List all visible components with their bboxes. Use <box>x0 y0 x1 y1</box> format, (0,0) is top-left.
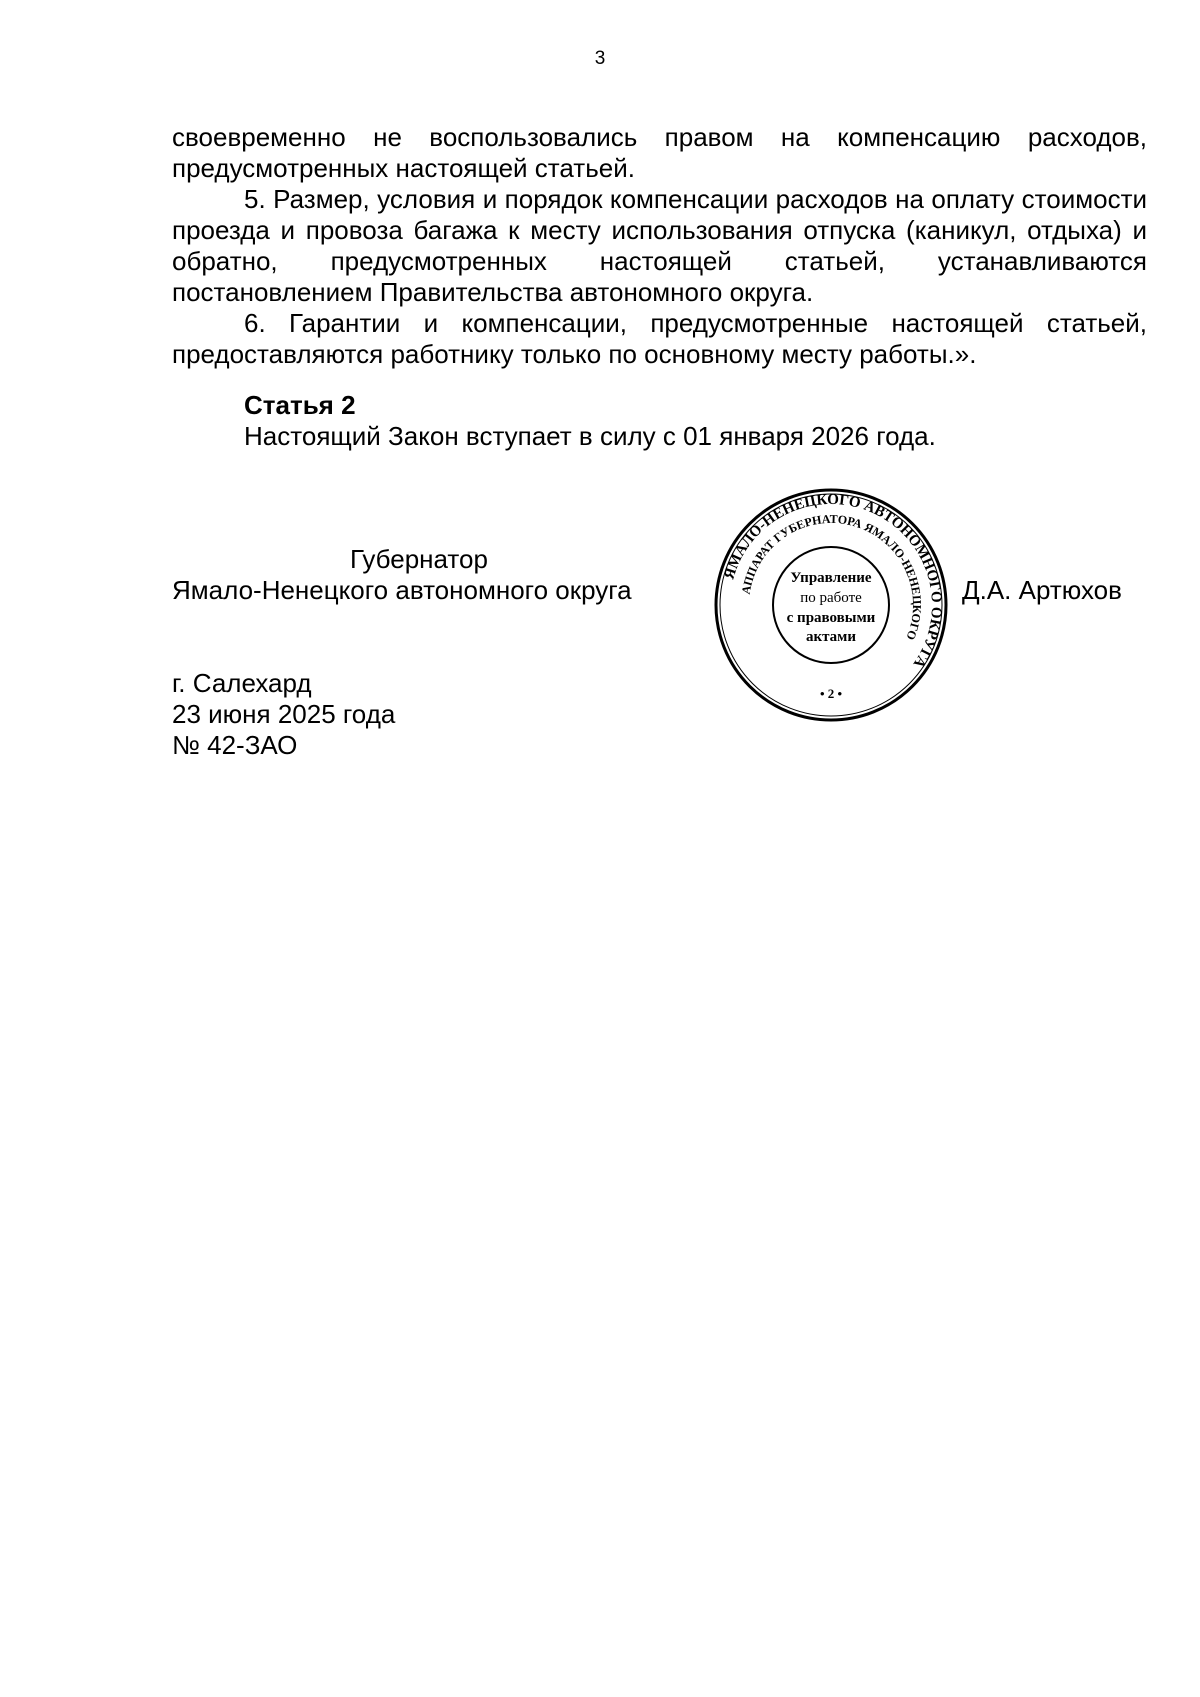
seal-outer-ring-text: ЯМАЛО-НЕНЕЦКОГО АВТОНОМНОГО ОКРУГА <box>721 491 945 671</box>
seal-center-line-2: по работе <box>800 590 862 606</box>
seal-center-line-3: с правовыми <box>786 610 876 626</box>
article-2 <box>244 390 1144 452</box>
page-number: 3 <box>594 48 606 69</box>
article-text: Настоящий Закон вступает в силу с 01 января 2026 года. <box>244 421 936 451</box>
law-number: № 42-ЗАО <box>172 730 298 760</box>
seal-center-line-4: актами <box>805 629 857 645</box>
paragraph-continuation: своевременно не воспользовались правом на компенсацию расходов, предусмотренных настоящей статьей. <box>172 122 1147 183</box>
date: 23 июня 2025 года <box>172 699 396 729</box>
article-title: Статья 2 <box>244 390 356 420</box>
governor-title: Губернатор <box>350 544 488 574</box>
seal-number: • 2 • <box>819 686 843 701</box>
seal-center-line-1: Управление <box>790 570 872 586</box>
governor-region: Ямало-Ненецкого автономного округа <box>172 575 632 605</box>
place-date-block <box>172 668 395 761</box>
paragraph-5: 5. Размер, условия и порядок компенсации расходов на оплату стоимости проезда и провоза багажа к месту использования отпуска (каникул, отдыха) и обратно, предусмотренных настоящей статьей, устанавливаются постановлением Правительства автономного округа. <box>172 184 1147 307</box>
place: г. Салехард <box>172 668 312 698</box>
seal-inner-ring-text: АППАРАТ ГУБЕРНАТОРА ЯМАЛО-НЕНЕЦКОГО <box>738 511 925 642</box>
body-text <box>172 122 1147 370</box>
official-seal <box>712 486 950 724</box>
paragraph-6: 6. Гарантии и компенсации, предусмотренные настоящей статьей, предоставляются работнику только по основному месту работы.». <box>172 308 1147 369</box>
signer-name: Д.А. Артюхов <box>962 575 1122 605</box>
